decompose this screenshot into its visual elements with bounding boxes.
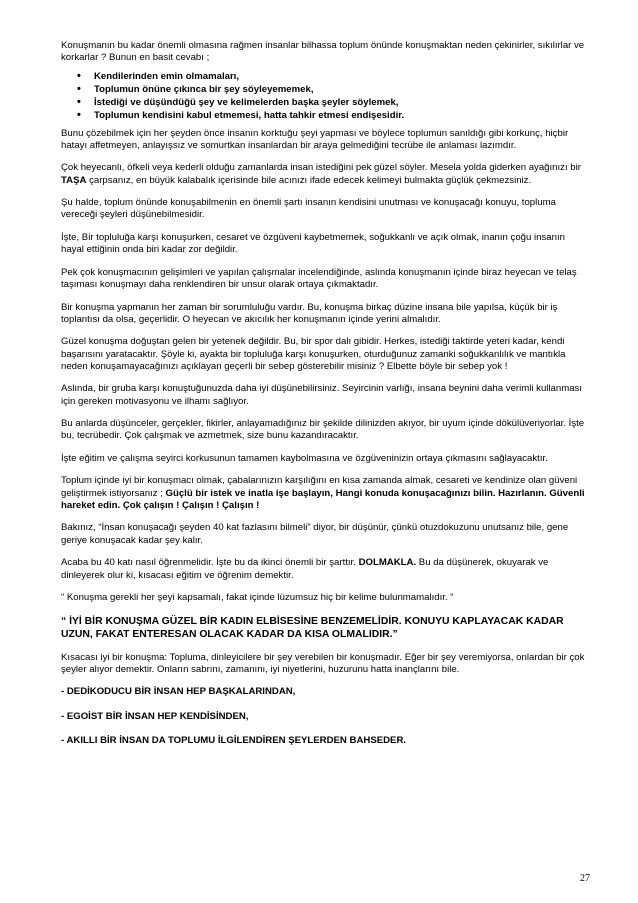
paragraph-6: Bir konuşma yapmanın her zaman bir sorumluluğu vardır. Bu, konuşma birkaç düzine insana bile yapılsa, küçük bir iş toplantısı da olsa, geçerlidir. O heyecan ve akıcılık her konuşmanın içinde yerini almalıdır. <box>61 301 558 325</box>
paragraph-10: İşte eğitim ve çalışma seyirci korkusunun tamamen kaybolmasına ve özgüveninizin ortaya çıkmasını sağlayacaktır. <box>61 452 548 464</box>
document-page <box>61 40 589 759</box>
bold-line: - DEDİKODUCU BİR İNSAN HEP BAŞKALARINDAN, <box>61 686 296 698</box>
list-item: • Toplumun kendisini kabul etmemesi, hatta tahkir etmesi endişesidir. <box>94 109 589 122</box>
paragraph-15: Kısacası iyi bir konuşma: Topluma, dinleyicilere bir şey verebilen bir konuşmadır. Eğer bir şey veremiyorsa, onlardan bir çok şeyler alıyor demektir. Onların sabrını, zamanını, iyi niyetlerini, huzurunu hatta inançlarını bile. <box>61 651 585 675</box>
text: Bu da düşünerek, okuyarak ve dinleyerek olur ki, kısacası eğitim ve öğrenim demektir. <box>61 557 549 581</box>
reasons-list <box>61 70 589 122</box>
paragraph-5: Pek çok konuşmacının gelişimleri ve yapılan çalışmalar incelendiğinde, aslında konuşmanın içinde biraz heyecan ve telaş taşıması konuşmayı daha renklendiren bir unsur olarak ortaya çıkmaktadır. <box>61 266 577 291</box>
bold-line: - EGOİST BİR İNSAN HEP KENDİSİNDEN, <box>61 710 249 722</box>
paragraph-1: Bunu çözebilmek için her şeyden önce insanın korktuğu şeyi yapması ve böylece toplumun sanıldığı gibi korkunç, hiçbir hatayı affetmeyen, anlayışsız ve somurtkan insanlardan bir araya gelmediğini tecrübe ile anlaması lazımdır. <box>61 127 569 151</box>
paragraph-2 <box>61 162 589 187</box>
text: Çok heyecanlı, öfkeli veya kederli olduğu zamanlarda insan istediğini pek güzel söyler. Mesela yolda giderken ayağınızı bir <box>61 162 581 174</box>
intro-paragraph: Konuşmanın bu kadar önemli olmasına rağmen insanlar bilhassa toplum önünde konuşmaktan neden çekinirler, sıkılırlar ve korkarlar ? Bunun en basit cevabı ; <box>61 40 585 64</box>
paragraph-8: Aslında, bir gruba karşı konuştuğunuzda daha iyi düşünebilirsiniz. Seyircinin varlığı, insana beynini daha verimli kullanması için gereken motivasyonu ve ilhamı sağlıyor. <box>61 383 583 407</box>
bold-text: TAŞA <box>61 174 87 186</box>
paragraph-14: “ Konuşma gerekli her şeyi kapsamalı, fakat içinde lüzumsuz hiç bir kelime bulunmamalıdır. “ <box>61 592 454 604</box>
text: çarpsanız, en büyük kalabalık içerisinde bile acınızı ifade edecek kelimeyi bulmakta güçlük çekmezsiniz. <box>86 174 532 186</box>
paragraph-9: Bu anlarda düşünceler, gerçekler, fikirler, anlayamadığınız bir şekilde dilinizden akıyor, bir uyum içinde dökülüveriyorlar. İşte bu, tecrübedir. Çok çalışmak ve azmetmek, size bunu kazandıracaktır. <box>61 418 585 442</box>
page-number: 27 <box>580 873 590 884</box>
list-item: • Kendilerinden emin olmamaları, <box>94 70 589 83</box>
paragraph-3: Şu halde, toplum önünde konuşabilmenin en önemli şartı insanın kendisini unutması ve konuşacağı konuyu, topluma vereceği şeyleri düşünebilmesidir. <box>61 197 556 221</box>
bold-text: Güçlü bir istek ve inatla işe başlayın, Hangi konuda konuşacağınızı bilin. Hazırlanın. Güvenli hareket edin. Çok çalışın ! Çalışın ! Çalışın ! <box>61 487 585 511</box>
bold-line: - AKILLI BİR İNSAN DA TOPLUMU İLGİLENDİREN ŞEYLERDEN BAHSEDER. <box>61 734 407 746</box>
paragraph-11 <box>61 475 589 512</box>
text: Acaba bu 40 katı nasıl öğrenmelidir. İşte bu da ikinci önemli bir şarttır. <box>61 557 359 569</box>
paragraph-4: İşte, Bir topluluğa karşı konuşurken, cesaret ve özgüveni kaybetmemek, soğukkanlı ve açık olmak, inanın çoğu insanın hayal ettiğinin onda biri kadar zor değildir. <box>61 231 565 256</box>
paragraph-13 <box>61 557 589 582</box>
list-item: • Toplumun önüne çıkınca bir şey söyleyememek, <box>94 83 589 96</box>
quote-heading: “ İYİ BİR KONUŞMA GÜZEL BİR KADIN ELBİSESİNE BENZEMELİDİR. KONUYU KAPLAYACAK KADAR UZUN, FAKAT ENTERESAN OLACAK KADAR DA KISA OLMALIDIR.” <box>61 615 564 641</box>
text: Toplum içinde iyi bir konuşmacı olmak, çabalarınızın karşılığını en kısa zamanda almak, cesareti ve kendinize olan güveni geliştirmek istiyorsanız ; <box>61 475 578 499</box>
paragraph-7: Güzel konuşma doğuştan gelen bir yetenek değildir. Bu, bir spor dalı gibidir. Herkes, istediği taktirde yeteri kadar, kendi başarısını yaratacaktır. Şöyle ki, ayakta bir topluluğa karşı konuşurken, oturduğunuz zamanki soğukkanlılık ve mantıkla neden konuşamayacağınızı açıklayan geçerli bir sebep gösterebilir misiniz ? Elbette böyle bir sebep yok ! <box>61 336 566 372</box>
list-item: • İstediği ve düşündüğü şey ve kelimelerden başka şeyler söylemek, <box>94 96 589 109</box>
bold-text: DOLMAKLA. <box>358 557 417 569</box>
paragraph-12: Bakınız, “İnsan konuşacağı şeyden 40 kat fazlasını bilmeli” diyor, bir düşünür, çünkü otuzdokuzunu unutsanız bile, gene geriye konuşacak kadar şey kalır. <box>61 522 569 546</box>
